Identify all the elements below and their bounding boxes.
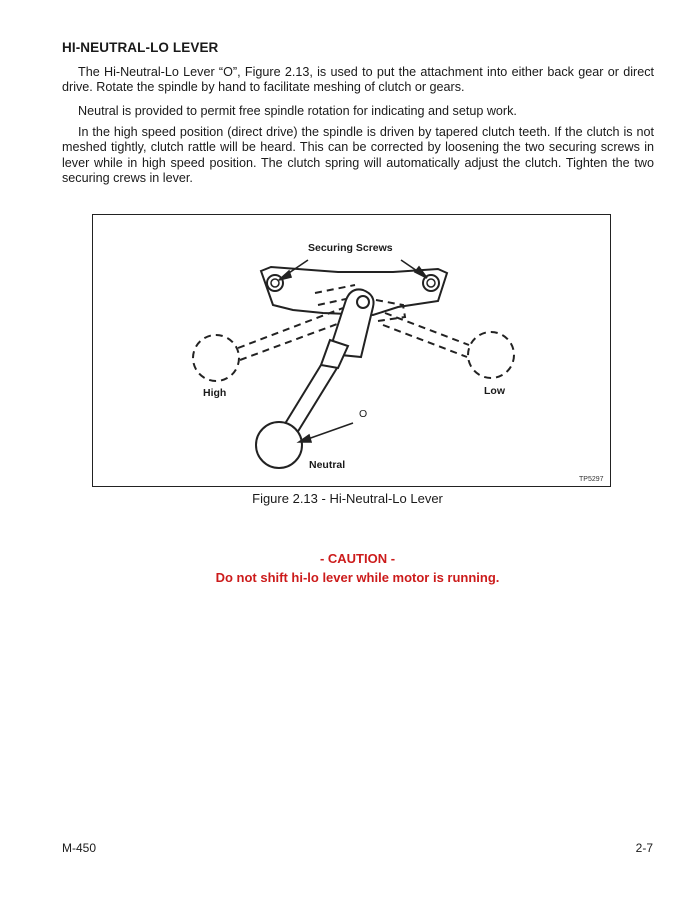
lever-o-pointer-arrow <box>299 423 353 442</box>
figure-code: TP5297 <box>579 476 604 483</box>
lever-o-label: O <box>359 408 368 420</box>
neutral-label: Neutral <box>309 459 346 471</box>
low-label: Low <box>484 385 505 397</box>
high-label: High <box>203 387 227 399</box>
securing-screws-label: Securing Screws <box>308 242 393 254</box>
paragraph-lever-purpose: The Hi-Neutral-Lo Lever “O”, Figure 2.13, is used to put the attachment into either back gear or direct drive. Rotate the spindle by hand to facilitate meshing of clutch or gears. <box>62 65 654 95</box>
footer-manual-code: M-450 <box>62 841 97 855</box>
footer-page-number: 2-7 <box>635 841 653 855</box>
caution-title: - CAUTION - <box>319 551 396 566</box>
paragraph-high-speed: In the high speed position (direct drive) the spindle is driven by tapered clutch teeth. If the clutch is not meshed tightly, clutch rattle will be heard. This can be corrected by loosening the two securing screws in lever while in high speed position. The clutch spring will automatically adjust the clutch. Tighten the two securing crews in lever. <box>62 125 654 186</box>
lever-diagram-illustration <box>93 215 612 488</box>
paragraph-neutral: Neutral is provided to permit free spindle rotation for indicating and setup work. <box>78 104 517 118</box>
figure-hi-neutral-lo-lever <box>92 214 611 487</box>
low-position-dashed <box>376 300 514 378</box>
caution-text: Do not shift hi-lo lever while motor is running. <box>215 570 500 585</box>
neutral-lever-solid <box>256 289 374 468</box>
section-heading: HI-NEUTRAL-LO LEVER <box>62 40 219 55</box>
figure-caption: Figure 2.13 - Hi-Neutral-Lo Lever <box>252 491 443 506</box>
